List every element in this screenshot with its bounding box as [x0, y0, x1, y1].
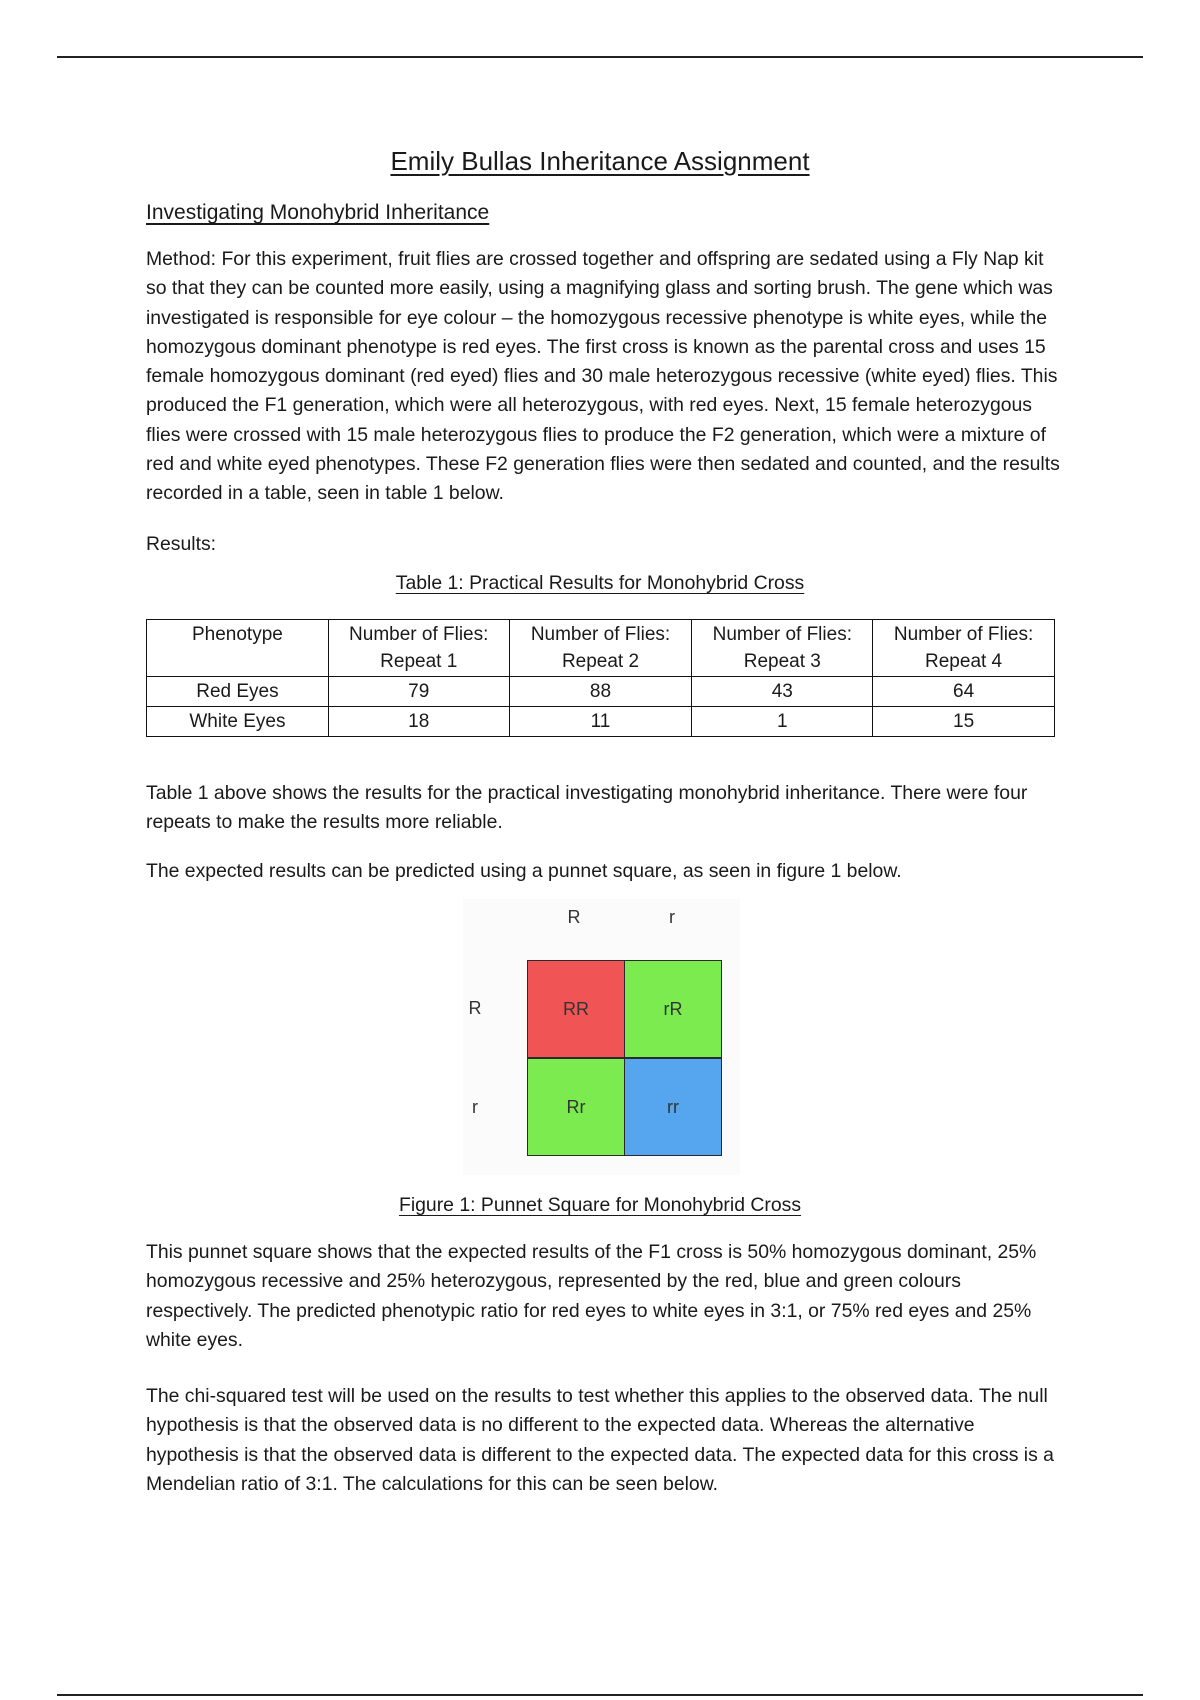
table-header-row [147, 620, 1055, 677]
table-cell: 1 [692, 707, 873, 737]
punnett-cell: RR [527, 960, 625, 1058]
table-description: Table 1 above shows the results for the practical investigating monohybrid inheritance. There were four repeats to make the results more reliable. [146, 782, 1028, 834]
column-allele: r [669, 907, 675, 927]
column-allele: R [567, 907, 581, 927]
cell-phenotype: Red Eyes [147, 677, 329, 707]
header-phenotype: Phenotype [147, 620, 329, 677]
table-cell: 11 [509, 707, 692, 737]
header-repeat-3: Number of Flies: Repeat 3 [692, 620, 873, 677]
header-repeat-4: Number of Flies: Repeat 4 [873, 620, 1055, 677]
row-allele: R [468, 998, 482, 1018]
table-caption: Table 1: Practical Results for Monohybrid Cross [395, 572, 805, 594]
results-label: Results: [146, 533, 217, 555]
header-repeat-2: Number of Flies: Repeat 2 [509, 620, 692, 677]
figure-caption: Figure 1: Punnet Square for Monohybrid Cross [398, 1194, 802, 1216]
row-allele: r [472, 1097, 478, 1117]
punnett-description: This punnet square shows that the expected results of the F1 cross is 50% homozygous dominant, 25% homozygous recessive and 25% heterozygous, represented by the red, blue and green colours respectively. The predicted phenotypic ratio for red eyes to white eyes in 3:1, or 75% red eyes and 25% white eyes. [146, 1241, 1037, 1351]
table-cell: 64 [873, 677, 1055, 707]
header-repeat-1: Number of Flies: Repeat 1 [328, 620, 509, 677]
table-row [147, 707, 1055, 737]
table-cell: 18 [328, 707, 509, 737]
punnett-cell: Rr [527, 1058, 625, 1156]
table-cell: 15 [873, 707, 1055, 737]
section-heading: Investigating Monohybrid Inheritance [146, 201, 490, 224]
punnett-cell: rR [624, 960, 722, 1058]
table-row [147, 677, 1055, 707]
punnett-square-figure [463, 899, 740, 1175]
table-cell: 79 [328, 677, 509, 707]
bottom-rule [57, 1694, 1143, 1696]
page-title: Emily Bullas Inheritance Assignment [390, 146, 810, 176]
cell-phenotype: White Eyes [147, 707, 329, 737]
results-table [146, 619, 1055, 737]
chi-squared-paragraph: The chi-squared test will be used on the results to test whether this applies to the observed data. The null hypothesis is that the observed data is no different to the expected data. Whereas the alternative hypothesis is that the observed data is different to the expected data. The expected data for this cross is a Mendelian ratio of 3:1. The calculations for this can be seen below. [146, 1385, 1054, 1495]
table-cell: 43 [692, 677, 873, 707]
punnett-cell: rr [624, 1058, 722, 1156]
top-rule [57, 56, 1143, 58]
expected-intro: The expected results can be predicted using a punnet square, as seen in figure 1 below. [146, 860, 902, 882]
table-cell: 88 [509, 677, 692, 707]
method-paragraph: Method: For this experiment, fruit flies are crossed together and offspring are sedated using a Fly Nap kit so that they can be counted more easily, using a magnifying glass and sorting brush. The gene which was investigated is responsible for eye colour – the homozygous recessive phenotype is white eyes, while the homozygous dominant phenotype is red eyes. The first cross is known as the parental cross and uses 15 female homozygous dominant (red eyed) flies and 30 male heterozygous recessive (white eyed) flies. This produced the F1 generation, which were all heterozygous, with red eyes. Next, 15 female heterozygous flies were crossed with 15 male heterozygous flies to produce the F2 generation, which were a mixture of red and white eyed phenotypes. These F2 generation flies were then sedated and counted, and the results recorded in a table, seen in table 1 below. [146, 248, 1060, 505]
